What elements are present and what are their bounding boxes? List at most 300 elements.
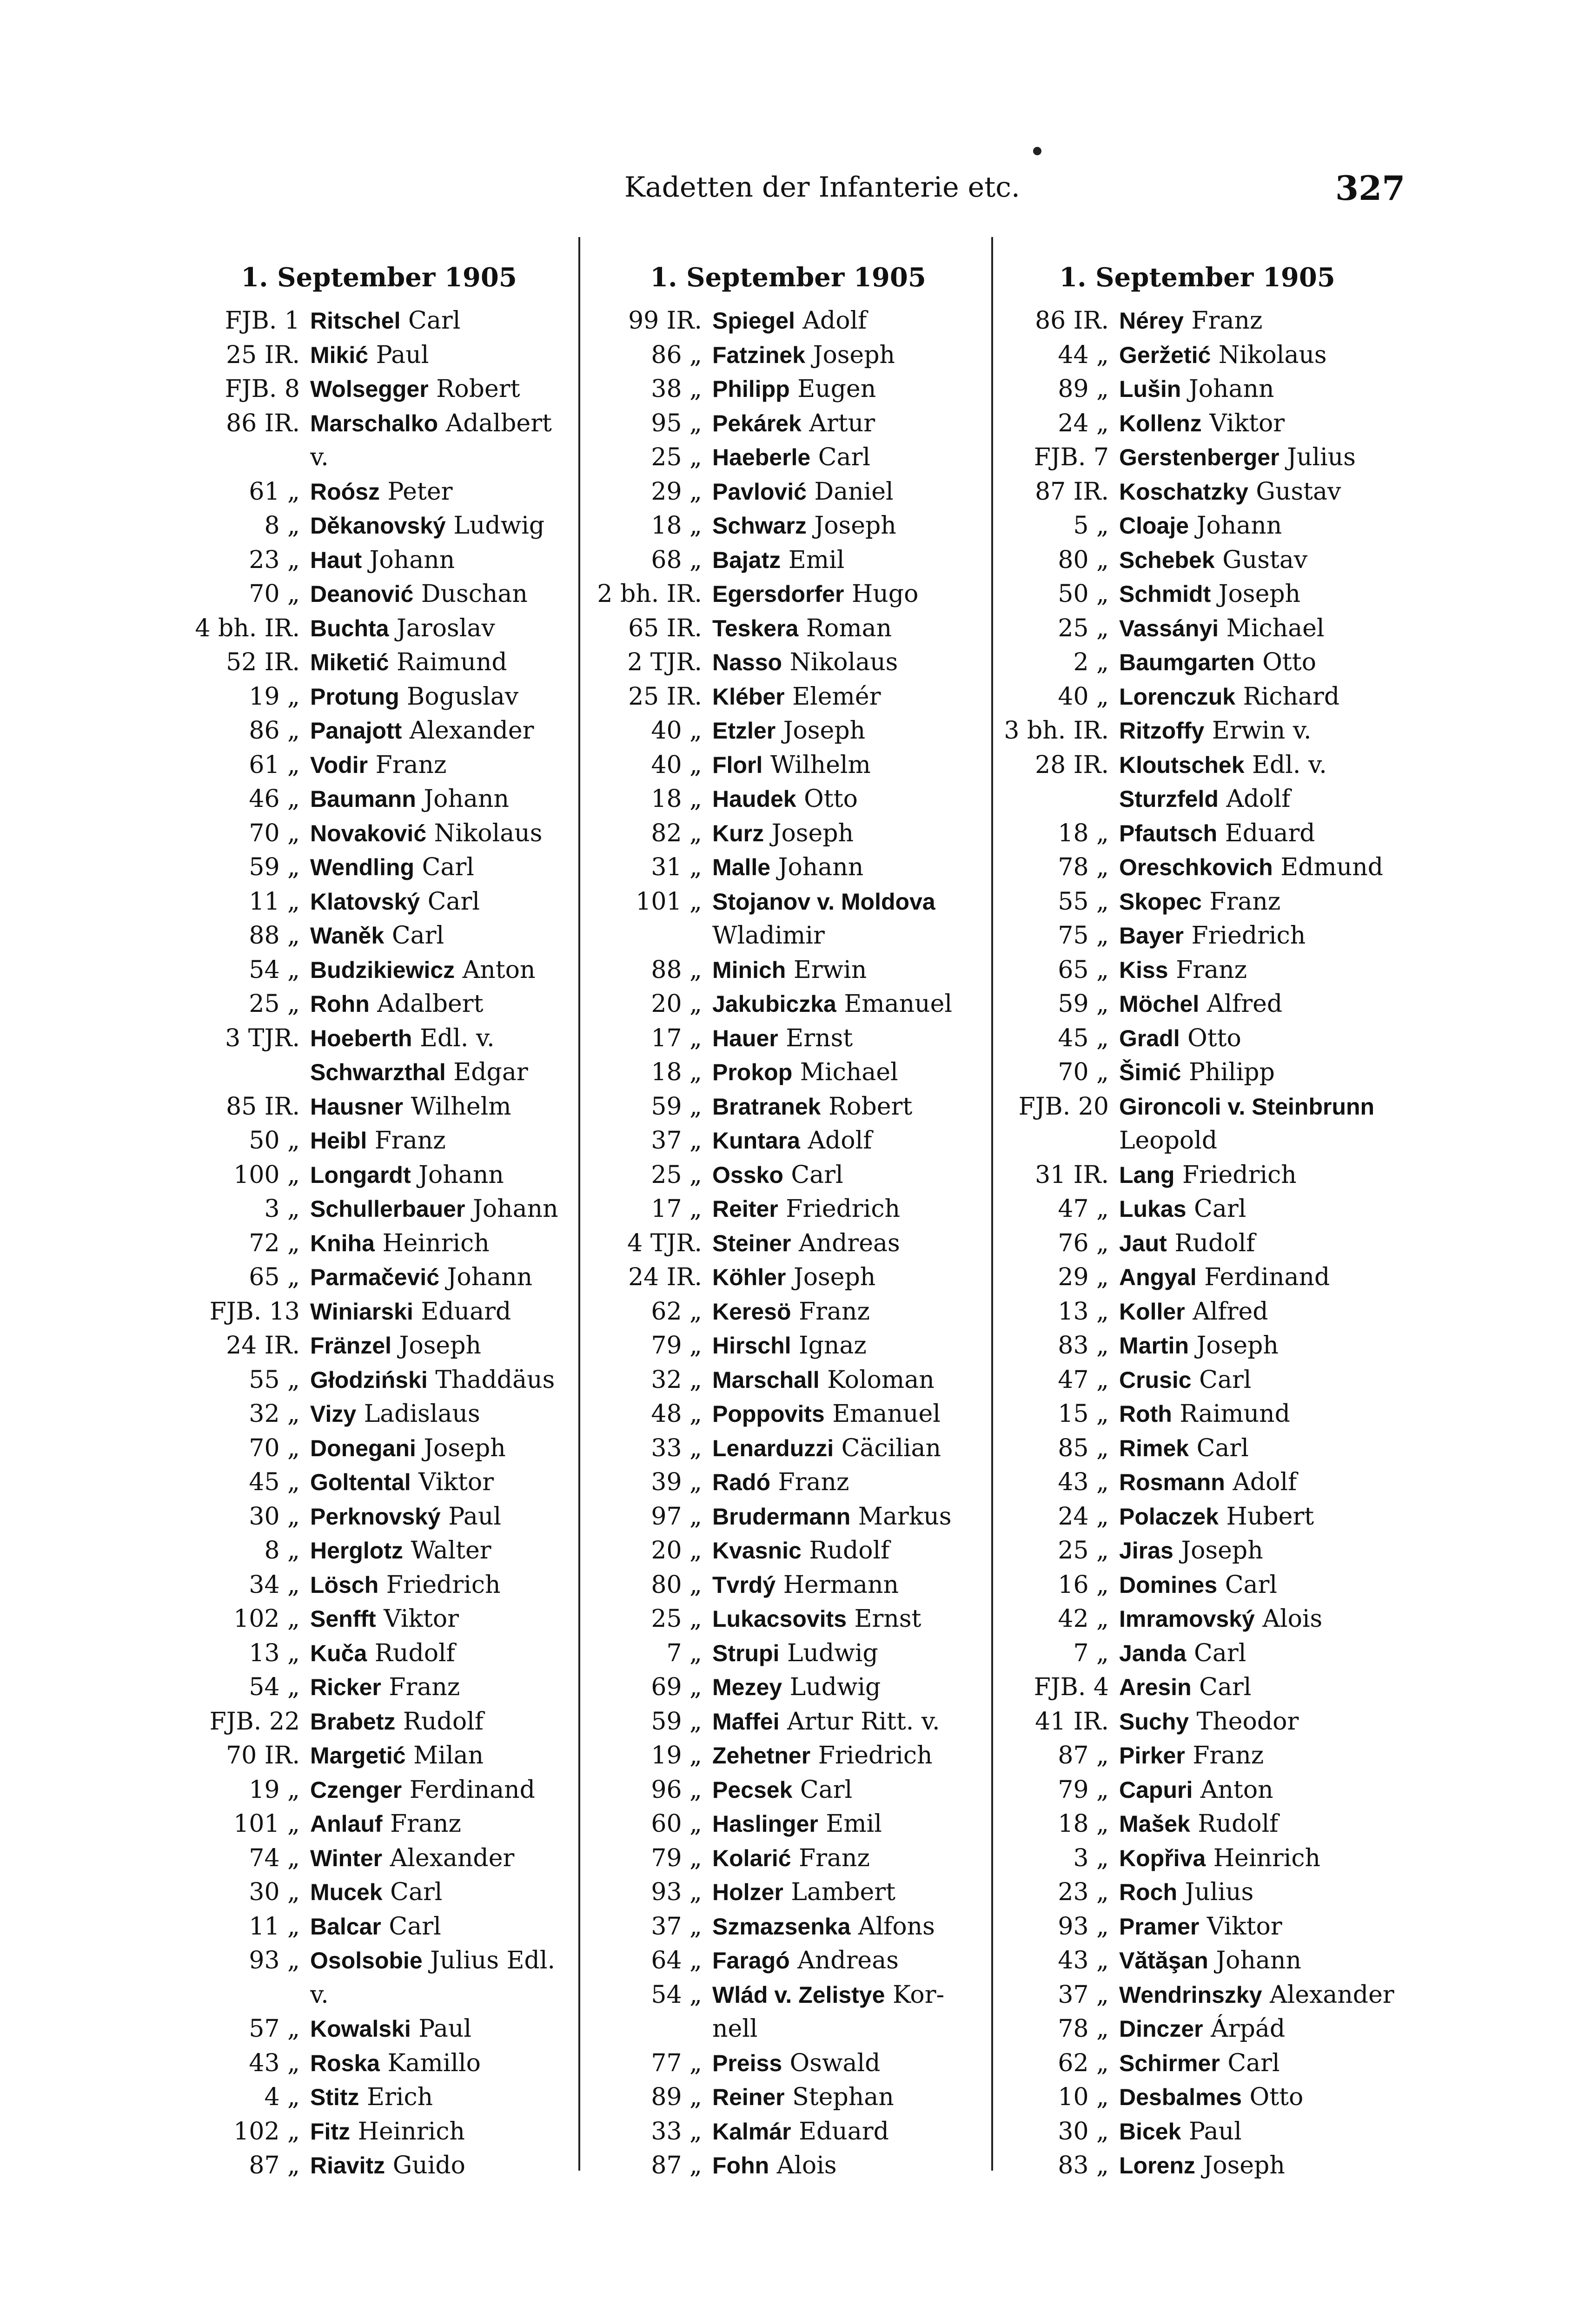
unit-label: 3 „ — [264, 1195, 300, 1223]
person-name — [712, 441, 988, 475]
surname: Hirschl — [712, 1333, 791, 1359]
surname: Ricker — [310, 1674, 381, 1700]
person-name — [310, 2115, 572, 2149]
person-name — [1119, 1944, 1402, 1978]
column-2 — [588, 260, 988, 2189]
list-item — [993, 1500, 1402, 1534]
surname: Martin — [1119, 1333, 1189, 1359]
person-name — [310, 1773, 572, 1808]
unit-label: 38 „ — [651, 375, 702, 403]
unit-label: FJB. 20 — [1018, 1092, 1109, 1121]
list-item — [993, 1363, 1402, 1398]
surname: Philipp — [712, 376, 790, 402]
given-name: Heinrich — [358, 2117, 465, 2146]
unit-label: 28 IR. — [1035, 751, 1109, 779]
unit-label: 15 „ — [1058, 1400, 1109, 1428]
given-name: Artur Ritt. v. — [787, 1707, 940, 1736]
unit-label: 95 „ — [651, 409, 702, 437]
surname: Crusic — [1119, 1367, 1192, 1393]
given-name: Elemér — [792, 682, 881, 711]
surname: Kniha — [310, 1230, 375, 1256]
surname: Roósz — [310, 478, 380, 505]
surname: Gerstenberger — [1119, 444, 1279, 470]
person-name — [1119, 748, 1402, 783]
person-name — [310, 1670, 572, 1705]
list-item — [588, 1192, 988, 1227]
given-name: Hubert — [1226, 1502, 1314, 1531]
given-name: Hermann — [783, 1571, 899, 1599]
given-name: Ernst — [854, 1605, 921, 1633]
unit-label: 102 „ — [233, 1605, 300, 1633]
given-name: Franz — [1191, 307, 1263, 335]
given-name: Viktor — [1209, 409, 1285, 437]
person-name — [712, 1500, 988, 1534]
person-name — [1119, 1056, 1402, 1090]
surname: Koller — [1119, 1298, 1185, 1325]
surname: Jaut — [1119, 1230, 1167, 1256]
person-name — [1119, 646, 1402, 680]
given-name: Carl — [390, 1878, 443, 1906]
unit-label: 13 „ — [249, 1639, 300, 1667]
given-name: Eugen — [797, 375, 876, 403]
person-name — [712, 680, 988, 714]
person-name — [1119, 714, 1402, 748]
person-name — [712, 748, 988, 783]
unit-label: 45 „ — [1058, 1024, 1109, 1052]
unit-label: 30 „ — [1058, 2117, 1109, 2146]
given-name: Carl — [1199, 1366, 1252, 1394]
given-name: Adolf — [802, 307, 867, 335]
person-name — [712, 509, 988, 543]
person-name — [712, 1978, 988, 2013]
given-name: Artur — [809, 409, 875, 437]
list-item — [186, 680, 572, 714]
list-item — [993, 1705, 1402, 1739]
surname: Strupi — [712, 1640, 780, 1666]
given-name: Adalbert — [377, 990, 484, 1018]
unit-label: 23 „ — [1058, 1878, 1109, 1906]
list-item — [993, 543, 1402, 578]
surname: Baumann — [310, 786, 416, 812]
given-name: Joseph — [1218, 580, 1301, 608]
list-item — [588, 577, 988, 612]
surname: Longardt — [310, 1162, 411, 1188]
surname: Pfautsch — [1119, 820, 1218, 846]
given-name: Andreas — [799, 1229, 900, 1257]
unit-label: 30 „ — [249, 1878, 300, 1906]
surname: Brudermann — [712, 1503, 851, 1530]
surname: Capuri — [1119, 1776, 1193, 1803]
surname: Hoeberth — [310, 1025, 412, 1051]
unit-label: 3 „ — [1073, 1844, 1109, 1872]
list-item — [186, 304, 572, 338]
person-name — [1119, 782, 1402, 817]
surname: Kléber — [712, 683, 785, 710]
list-item — [993, 919, 1402, 953]
person-name — [712, 782, 988, 817]
given-name: Johann — [1216, 1947, 1301, 1974]
given-name: Adalbert — [445, 409, 552, 437]
list-item — [993, 1637, 1402, 1671]
unit-label: 47 „ — [1058, 1195, 1109, 1223]
surname: Balcar — [310, 1913, 381, 1940]
unit-label: 96 „ — [651, 1776, 702, 1804]
person-name — [712, 1090, 988, 1124]
surname: Ritschel — [310, 308, 401, 334]
surname: Mikić — [310, 342, 369, 368]
column-heading: 1. September 1905 — [1059, 262, 1335, 293]
surname: Köhler — [712, 1264, 786, 1290]
given-name: Franz — [374, 1127, 446, 1155]
surname: Marschalko — [310, 410, 438, 436]
unit-label: 2 „ — [1073, 648, 1109, 676]
page-number: 327 — [1335, 168, 1405, 208]
surname: Minich — [712, 957, 786, 983]
column-1 — [186, 260, 572, 2189]
unit-label — [186, 1056, 310, 1090]
person-name — [310, 987, 572, 1022]
list-item — [588, 372, 988, 407]
list-item — [993, 2047, 1402, 2081]
surname: Maffei — [712, 1708, 780, 1735]
list-item — [993, 475, 1402, 509]
person-name — [310, 1397, 572, 1432]
surname: Schwarz — [712, 513, 807, 539]
list-item — [993, 1056, 1402, 1090]
unit-label: 86 „ — [651, 341, 702, 369]
unit-label: 29 „ — [1058, 1263, 1109, 1291]
list-item — [186, 1056, 572, 1090]
person-name — [1119, 1842, 1402, 1876]
unit-label: 20 „ — [651, 990, 702, 1018]
list-item — [993, 885, 1402, 919]
unit-label: 25 „ — [249, 990, 300, 1018]
unit-label: 39 „ — [651, 1468, 702, 1496]
unit-label — [186, 1978, 310, 2013]
person-name — [1119, 1397, 1402, 1432]
surname: Bajatz — [712, 547, 781, 573]
unit-label: 10 „ — [1058, 2083, 1109, 2111]
list-item — [993, 1978, 1402, 2013]
given-name: Raimund — [1180, 1400, 1290, 1428]
unit-label: 61 „ — [249, 477, 300, 506]
unit-label: 86 IR. — [1035, 307, 1109, 335]
list-item — [186, 509, 572, 543]
surname: Faragó — [712, 1948, 790, 1974]
unit-label: 70 „ — [1058, 1058, 1109, 1086]
unit-label: 17 „ — [651, 1024, 702, 1052]
list-item — [186, 1944, 572, 1978]
list-item — [588, 987, 988, 1022]
person-name — [310, 1637, 572, 1671]
unit-label: 2 bh. IR. — [597, 580, 702, 608]
given-name: Edl. v. — [420, 1024, 495, 1052]
print-speck — [1033, 147, 1041, 155]
list-item — [993, 1432, 1402, 1466]
given-name: Carl — [1196, 1434, 1249, 1462]
surname: Kalmár — [712, 2118, 791, 2145]
unit-label: 55 „ — [1058, 887, 1109, 916]
person-name — [712, 1022, 988, 1056]
person-name — [310, 509, 572, 543]
surname: Winiarski — [310, 1298, 413, 1325]
list-item — [186, 2012, 572, 2047]
person-name — [712, 1466, 988, 1500]
list-item — [186, 1705, 572, 1739]
entry-list — [993, 304, 1402, 2183]
unit-label: 4 „ — [264, 2083, 300, 2111]
person-name — [712, 1534, 988, 1568]
surname: Buchta — [310, 615, 389, 641]
list-item — [588, 2080, 988, 2115]
surname: Egersdorfer — [712, 581, 844, 607]
unit-label: 61 „ — [249, 751, 300, 779]
unit-label: 62 „ — [651, 1297, 702, 1326]
surname: Kuča — [310, 1640, 367, 1666]
list-item — [186, 2149, 572, 2183]
person-name — [712, 1397, 988, 1432]
surname: Wolsegger — [310, 376, 429, 402]
person-name — [310, 1978, 572, 2013]
surname: Fatzinek — [712, 342, 806, 368]
person-name — [310, 1910, 572, 1944]
given-name: Franz — [778, 1468, 849, 1496]
unit-label: 54 „ — [249, 956, 300, 984]
given-name: Johann — [472, 1195, 558, 1223]
unit-label: 8 „ — [264, 512, 300, 540]
person-name — [1119, 1261, 1402, 1295]
unit-label: 4 bh. IR. — [195, 614, 300, 642]
list-item — [993, 2012, 1402, 2047]
unit-label: 70 „ — [249, 819, 300, 847]
given-name: Robert — [828, 1092, 913, 1121]
person-name — [712, 1568, 988, 1603]
list-item — [588, 817, 988, 851]
person-name — [712, 885, 988, 919]
person-name — [1119, 372, 1402, 407]
unit-label: 20 „ — [651, 1537, 702, 1565]
surname: Novaković — [310, 820, 427, 846]
unit-label: 48 „ — [651, 1400, 702, 1428]
person-name — [1119, 1568, 1402, 1603]
given-name: Nikolaus — [1218, 341, 1327, 369]
given-name: Erich — [367, 2083, 433, 2111]
list-item — [588, 1807, 988, 1842]
surname: Suchy — [1119, 1708, 1189, 1735]
surname: Kloutschek — [1119, 752, 1245, 778]
list-item — [993, 1842, 1402, 1876]
person-name — [310, 475, 572, 509]
given-name: Alfons — [858, 1912, 935, 1941]
unit-label: 74 „ — [249, 1844, 300, 1872]
person-name — [1119, 1227, 1402, 1261]
given-name: Carl — [422, 853, 474, 881]
given-name: Roman — [806, 614, 892, 642]
surname: Wendrinszky — [1119, 1981, 1262, 2008]
unit-label: 50 „ — [1058, 580, 1109, 608]
unit-label: 46 „ — [249, 785, 300, 813]
list-item — [186, 2047, 572, 2081]
person-name — [1119, 1875, 1402, 1910]
list-item — [186, 1261, 572, 1295]
surname: Vătăşan — [1119, 1948, 1208, 1974]
unit-label: 2 TJR. — [627, 648, 702, 676]
surname: Bratranek — [712, 1093, 821, 1120]
person-name — [1119, 1978, 1402, 2013]
unit-label: 59 „ — [651, 1707, 702, 1736]
unit-label: 93 „ — [249, 1947, 300, 1974]
person-name — [712, 1670, 988, 1705]
list-item — [588, 1295, 988, 1329]
given-name: Franz — [1193, 1742, 1264, 1769]
list-item — [186, 2080, 572, 2115]
surname: Imramovský — [1119, 1606, 1255, 1632]
list-item — [588, 851, 988, 885]
surname: Malle — [712, 854, 771, 880]
list-item — [186, 577, 572, 612]
list-item — [186, 748, 572, 783]
surname: Zehetner — [712, 1743, 811, 1769]
surname: Ossko — [712, 1162, 783, 1188]
list-item — [186, 1978, 572, 2013]
given-name: Franz — [390, 1810, 461, 1838]
person-name — [712, 1432, 988, 1466]
surname: Stitz — [310, 2084, 359, 2110]
list-item — [588, 1705, 988, 1739]
surname: Skopec — [1119, 888, 1202, 915]
person-name — [712, 1295, 988, 1329]
surname: Anlauf — [310, 1811, 383, 1837]
list-item — [993, 304, 1402, 338]
given-name: Johann — [447, 1263, 533, 1291]
list-item — [993, 1022, 1402, 1056]
surname: Lorenz — [1119, 2152, 1195, 2179]
list-item — [186, 1773, 572, 1808]
unit-label: 77 „ — [651, 2049, 702, 2077]
list-item — [993, 1670, 1402, 1705]
unit-label: 25 IR. — [628, 682, 702, 711]
person-name — [310, 1295, 572, 1329]
unit-label: 32 „ — [651, 1366, 702, 1394]
person-name — [310, 372, 572, 407]
unit-label: 32 „ — [249, 1400, 300, 1428]
unit-label: FJB. 22 — [209, 1707, 300, 1736]
given-name: Kamillo — [387, 2049, 481, 2077]
list-item — [186, 851, 572, 885]
given-name: Wilhelm — [411, 1092, 511, 1121]
given-name: Rudolf — [809, 1537, 890, 1565]
person-name — [712, 2080, 988, 2115]
unit-label: 88 „ — [651, 956, 702, 984]
unit-label: 59 „ — [651, 1092, 702, 1121]
given-name: Friedrich — [1182, 1161, 1297, 1189]
person-name — [712, 1739, 988, 1773]
list-item — [588, 1773, 988, 1808]
person-name — [310, 338, 572, 373]
given-name: Emanuel — [844, 990, 953, 1018]
unit-label: FJB. 4 — [1034, 1673, 1109, 1701]
list-item — [588, 1022, 988, 1056]
surname: Głodziński — [310, 1367, 428, 1393]
person-name — [712, 646, 988, 680]
surname: Reiter — [712, 1196, 778, 1222]
list-item — [588, 2115, 988, 2149]
running-title: Kadetten der Infanterie etc. — [624, 171, 1020, 204]
list-item — [186, 1534, 572, 1568]
person-name — [1119, 2047, 1402, 2081]
surname: Desbalmes — [1119, 2084, 1242, 2110]
person-name — [712, 1602, 988, 1637]
surname: Bayer — [1119, 923, 1184, 949]
list-item — [186, 1568, 572, 1603]
surname: Jiras — [1119, 1538, 1173, 1564]
person-name — [310, 885, 572, 919]
given-name: Franz — [799, 1297, 870, 1326]
unit-label: 25 „ — [651, 1605, 702, 1633]
person-name — [310, 1363, 572, 1398]
given-name: Carl — [1199, 1673, 1252, 1701]
unit-label: 68 „ — [651, 546, 702, 574]
unit-label: 47 „ — [1058, 1366, 1109, 1394]
given-name: Rudolf — [374, 1639, 455, 1667]
given-name: Eduard — [1225, 819, 1315, 847]
surname: Nérey — [1119, 308, 1184, 334]
surname: Teskera — [712, 615, 799, 641]
given-name: Ludwig — [789, 1673, 881, 1701]
person-name — [1119, 304, 1402, 338]
surname: Vizy — [310, 1401, 357, 1427]
unit-label: 70 IR. — [226, 1742, 300, 1769]
unit-label: 17 „ — [651, 1195, 702, 1223]
unit-label: 86 IR. — [226, 409, 300, 437]
surname: Polaczek — [1119, 1503, 1219, 1530]
unit-label: 75 „ — [1058, 922, 1109, 950]
unit-label: 25 „ — [1058, 614, 1109, 642]
surname: Lorenczuk — [1119, 683, 1236, 710]
given-name: Carl — [408, 307, 461, 335]
given-name: Paul — [376, 341, 429, 369]
given-name: Franz — [375, 751, 447, 779]
surname: Janda — [1119, 1640, 1187, 1666]
list-item — [186, 1670, 572, 1705]
list-item — [186, 1227, 572, 1261]
person-name — [712, 2115, 988, 2149]
unit-label: 85 „ — [1058, 1434, 1109, 1462]
person-name — [310, 1432, 572, 1466]
given-name: Duschan — [421, 580, 528, 608]
unit-label: 33 „ — [651, 1434, 702, 1462]
unit-label: 83 „ — [1058, 1332, 1109, 1360]
surname: Lenarduzzi — [712, 1435, 834, 1461]
list-item — [588, 612, 988, 646]
surname: Rosmann — [1119, 1469, 1225, 1495]
person-name — [1119, 1192, 1402, 1227]
unit-label: 101 „ — [636, 887, 702, 916]
list-item — [186, 1397, 572, 1432]
unit-label: 3 TJR. — [225, 1024, 300, 1052]
person-name — [310, 714, 572, 748]
unit-label: 79 „ — [651, 1844, 702, 1872]
given-name: Alexander — [1270, 1981, 1394, 2009]
list-item — [186, 1739, 572, 1773]
given-name: Joseph — [771, 819, 854, 847]
list-item — [588, 646, 988, 680]
given-name: Otto — [1187, 1024, 1241, 1052]
unit-label: 87 „ — [651, 2152, 702, 2179]
unit-label — [588, 919, 712, 953]
surname: Fitz — [310, 2118, 351, 2145]
given-name: Johann — [369, 546, 455, 574]
